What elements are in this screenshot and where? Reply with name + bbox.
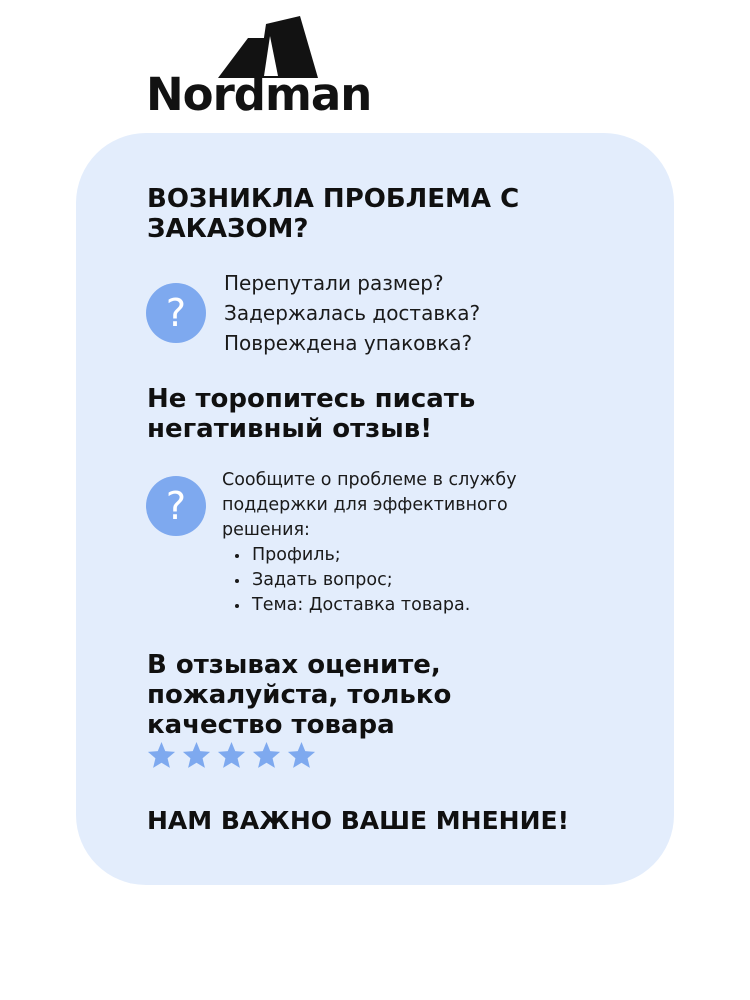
section-1-title-line-2: ЗАКАЗОМ? (147, 214, 309, 244)
question-delivery-delay: Задержалась доставка? (224, 301, 481, 325)
support-instructions (222, 468, 602, 618)
section-2-title-line-1: Не торопитесь писать (147, 384, 476, 414)
support-step-topic: Тема: Доставка товара. (222, 593, 602, 618)
question-damaged-package: Повреждена упаковка? (224, 331, 473, 355)
section-3-title (147, 650, 451, 740)
support-step-profile: Профиль; (222, 543, 602, 568)
star-icon (146, 740, 177, 771)
support-text (222, 468, 602, 543)
section-1-title-line-1: ВОЗНИКЛА ПРОБЛЕМА С (147, 184, 520, 214)
support-text-line-3: решения: (222, 520, 310, 540)
problem-questions-list (224, 268, 480, 358)
brand-name: Nordman (146, 68, 372, 121)
closing-slogan: НАМ ВАЖНО ВАШЕ МНЕНИЕ! (147, 806, 570, 835)
star-icon (251, 740, 282, 771)
question-mark-icon: ? (146, 283, 206, 343)
star-icon (181, 740, 212, 771)
support-text-line-2: поддержки для эффективного (222, 495, 508, 515)
question-wrong-size: Перепутали размер? (224, 271, 444, 295)
section-3-title-line-1: В отзывах оцените, (147, 650, 441, 680)
section-1-title (147, 184, 519, 244)
support-text-line-1: Сообщите о проблеме в службу (222, 470, 517, 490)
rating-stars (146, 740, 317, 774)
section-2-title (147, 384, 475, 444)
section-3-title-line-2: пожалуйста, только (147, 680, 452, 710)
section-3-title-line-3: качество товара (147, 710, 395, 740)
support-steps-list (222, 543, 602, 618)
star-icon (216, 740, 247, 771)
star-icon (286, 740, 317, 771)
section-2-title-line-2: негативный отзыв! (147, 414, 433, 444)
question-mark-icon: ? (146, 476, 206, 536)
support-step-ask-question: Задать вопрос; (222, 568, 602, 593)
brand-logo (146, 14, 386, 120)
